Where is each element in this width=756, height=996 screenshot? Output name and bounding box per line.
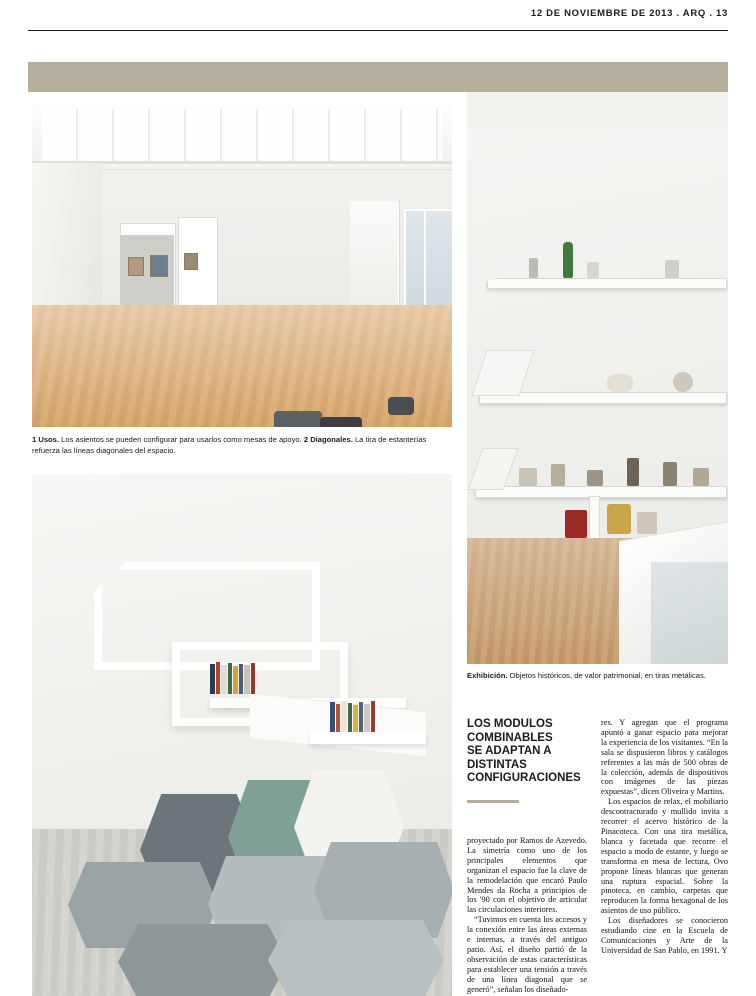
header-divider [28, 30, 728, 31]
caption-label-1: 1 Usos. [32, 435, 60, 444]
body-column-2 [601, 718, 728, 956]
body-paragraph: proyectado por Ramos de Azevedo. La simetría como uno de los principales elementos que organizan el espacio fue la clave de la remodelación que encaró Paulo Mendes da Rocha a principios de los '90 con el objetivo de articular las circulaciones interiores. [467, 836, 587, 915]
pull-quote: LOS MODULOS COMBINABLES SE ADAPTAN A DISTINTAS CONFIGURACIONES [467, 718, 581, 784]
body-paragraph: Los espacios de relax, el mobiliario descontracturado y mullido invita a recorrer el acervo histórico de la Pinacoteca. Con una tira metálica, blanca y facetada que recorre el espacio a modo de estante, y luego se transforma en mesa de lectura, Ovo propone líneas blancas que generan una ruptura espacial. Sobre la pinoteca, en cambio, carpetas que reproducen la forma hexagonal de los asientos de uso público. [601, 797, 728, 916]
body-paragraph: res. Y agregan que el programa apuntó a ganar espacio para mejorar la experiencia de los visitantes. “En la sala se dispusieron libros y catálogos referentes a las más de 500 obras de la colección, además de dispositivos con imágenes de las piezas expuestas”, dicen Oliveira y Martins. [601, 718, 728, 797]
caption-exhibicion-text: Objetos históricos, de valor patrimonial, en tiras metálicas. [507, 671, 706, 680]
caption-text-2: La tira de estanterías refuerza las líneas diagonales del espacio. [32, 435, 427, 455]
body-paragraph: Los diseñadores se conocieron estudiando cine en la Escuela de Comunicaciones y Arte de la Universidad de San Pablo, en 1991. Y [601, 916, 728, 955]
caption-photos-1-2 [32, 434, 452, 456]
page-header-date: 12 DE NOVIEMBRE DE 2013 . ARQ . 13 [530, 8, 728, 19]
pull-quote-rule [467, 800, 519, 803]
caption-exhibicion [467, 670, 728, 681]
photo-shelf-strip [467, 92, 728, 664]
decorative-band [28, 62, 728, 92]
caption-label-2: 2 Diagonales. [303, 435, 353, 444]
photo-lounge-modules [32, 474, 452, 996]
photo-gallery-interior [32, 105, 452, 427]
caption-text-1: Los asientos se pueden configurar para usarlos como mesas de apoyo. [59, 435, 304, 444]
caption-exhibicion-label: Exhibición. [467, 671, 508, 680]
body-column-1 [467, 836, 587, 995]
page-header [0, 0, 756, 30]
body-paragraph: “Tuvimos en cuenta los accesos y la conexión entre las áreas externas e internas, a través del antiguo patio. Así, el diseño partió de la observación de estas características para establecer una tensión a través de una línea diagonal que se generó”, señalan los diseñado- [467, 915, 587, 994]
